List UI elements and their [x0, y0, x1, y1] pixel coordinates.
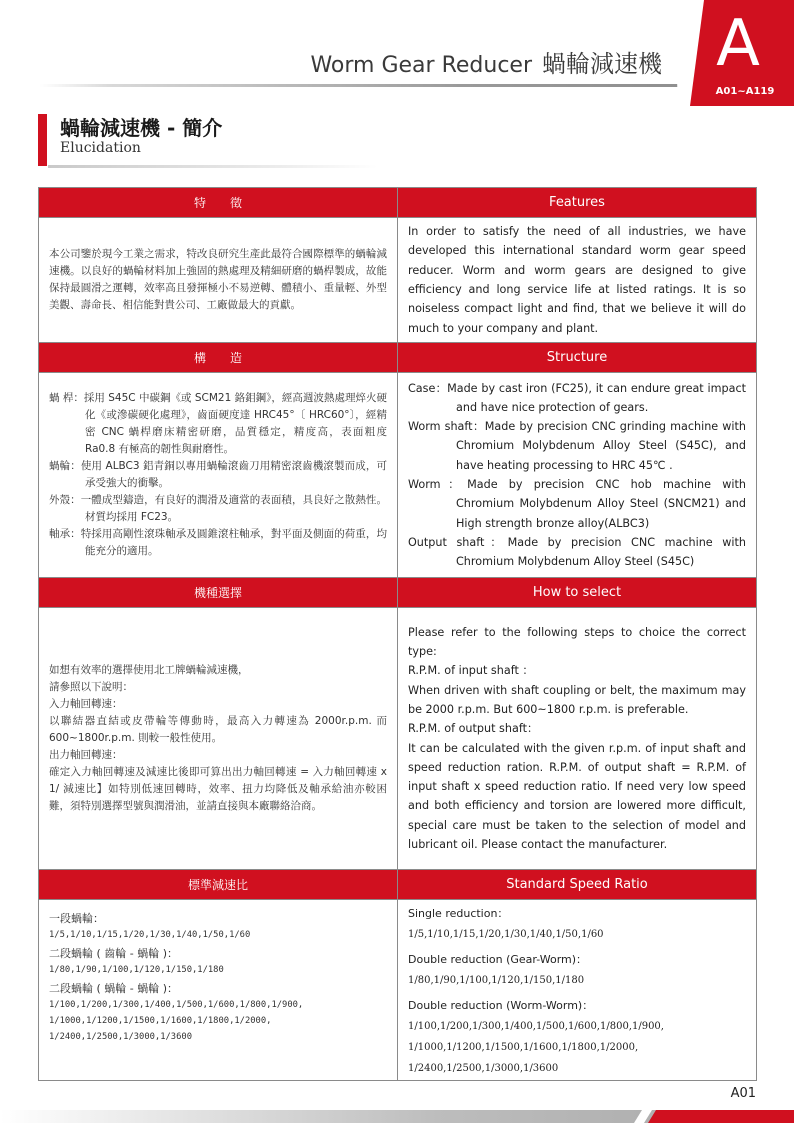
- select-line-zh: 以聯結器直結或皮帶輪等傳動時，最高入力轉速為 2000r.p.m. 而 600~1800r.p.m. 則較一般性使用。: [49, 715, 387, 744]
- structure-item-zh: 蝸 桿：採用 S45C 中碳鋼《或 SCM21 鉻鉬鋼》，經高週波熱處理焠火硬化《或滲碳硬化處理》，齒面硬度達 HRC45°〔 HRC60°〕，經精密 CNC 蝸桿磨床精密研磨，品質穩定，精度高，表面粗度 Ra0.8 有極高的韌性與耐磨性。: [49, 392, 387, 455]
- structure-item-en: Case：Made by cast iron (FC25), it can endure great impact and have nice protection of gears.: [408, 381, 746, 414]
- features-header-row: [39, 188, 757, 218]
- ratio-label-zh: 二段蝸輪 ( 齒輪 - 蝸輪 )：: [49, 947, 179, 960]
- ratio-header-zh: 標準減速比: [39, 870, 398, 900]
- structure-item-zh: 軸承：特採用高剛性滾珠軸承及圓錐滾柱軸承，對平面及側面的荷重，均能充分的適用。: [49, 528, 387, 557]
- select-body-zh: [39, 608, 398, 870]
- features-header-zh: 特 徵: [39, 188, 398, 218]
- select-line-zh: 如想有效率的選擇使用北工牌蝸輪減速機，: [49, 664, 249, 676]
- ratio-label-en: Single reduction：: [408, 907, 509, 920]
- footer-accent: [634, 1110, 794, 1123]
- select-line-en: R.P.M. of output shaft：: [408, 722, 539, 736]
- section-accent-bar: [38, 114, 47, 166]
- select-line-en: R.P.M. of input shaft ：: [408, 664, 534, 678]
- ratio-values-zh: 1/2400,1/2500,1/3000,1/3600: [49, 1032, 192, 1042]
- features-header-en: Features: [398, 188, 757, 218]
- select-line-zh: 確定入力軸回轉速及減速比後即可算出出力軸回轉速 = 入力軸回轉速 x 1/ 減速比】如特別低速回轉時，效率、扭力均降低及軸承給油亦較困難，須特別選擇型號與潤滑油，並請直接與本廠聯絡洽商。: [49, 766, 387, 812]
- ratio-header-row: [39, 870, 757, 900]
- structure-item-zh: 蝸輪：使用 ALBC3 鋁青銅以專用蝸輪滾齒刀用精密滾齒機滾製而成，可承受強大的衝擊。: [49, 460, 387, 489]
- select-body-row: [39, 608, 757, 870]
- ratio-label-en: Double reduction (Gear-Worm)：: [408, 953, 588, 966]
- structure-item-en: Worm：Made by precision CNC hob machine with Chromium Molybdenum Alloy Steel (SNCM21) and High strength bronze alloy(ALBC3): [408, 478, 746, 530]
- ratio-values-en: 1/5,1/10,1/15,1/20,1/30,1/40,1/50,1/60: [408, 929, 604, 940]
- header-rule: [40, 84, 740, 87]
- structure-body-row: [39, 373, 757, 578]
- structure-item-en: Worm shaft：Made by precision CNC grinding machine with Chromium Molybdenum Alloy Steel (S45C), and have heating processing to HRC 45℃ .: [408, 420, 746, 472]
- ratio-values-zh: 1/5,1/10,1/15,1/20,1/30,1/40,1/50,1/60: [49, 930, 251, 940]
- section-title-en: Elucidation: [60, 140, 141, 156]
- structure-item-en: Output shaft：Made by precision CNC machine with Chromium Molybdenum Alloy Steel (S45C): [408, 535, 746, 569]
- title-en: Worm Gear Reducer: [310, 53, 532, 78]
- features-body-row: [39, 218, 757, 343]
- chapter-range: A01~A119: [715, 86, 775, 97]
- ratio-values-zh: 1/80,1/90,1/100,1/120,1/150,1/180: [49, 965, 224, 975]
- select-line-zh: 入力軸回轉速：: [49, 698, 123, 710]
- features-body-en: In order to satisfy the need of all industries, we have developed this international standard worm gear speed reducer. Worm and worm gears are designed to give efficiency and long service life at listed ratings. It is so noiseless compact light and find, that we believe it will do much to your company and plant.: [398, 218, 757, 343]
- structure-body-zh: [39, 373, 398, 578]
- select-line-en: Please refer to the following steps to choice the correct type:: [408, 625, 746, 659]
- select-line-zh: 出力軸回轉速：: [49, 749, 123, 761]
- title-zh: 蝸輪減速機: [542, 50, 662, 78]
- structure-item-zh: 外殼：一體成型鑄造，有良好的潤滑及適當的表面積，具良好之散熱性。材質均採用 FC23。: [49, 494, 387, 523]
- features-body-zh: 本公司鑒於現今工業之需求，特改良研究生產此最符合國際標準的蝸輪減速機。以良好的蝸輪材料加上強固的熱處理及精細研磨的蝸桿製成，故能保持最圓滑之運轉，效率高且發揮極小不易逆轉、體積小、重量輕、外型美觀、壽命長、相信能對貴公司、工廠做最大的貢獻。: [39, 218, 398, 343]
- ratio-header-en: Standard Speed Ratio: [398, 870, 757, 900]
- ratio-body-zh: [39, 900, 398, 1081]
- structure-header-zh: 構 造: [39, 343, 398, 373]
- ratio-values-zh: 1/1000,1/1200,1/1500,1/1600,1/1800,1/2000,: [49, 1016, 272, 1026]
- select-header-row: [39, 578, 757, 608]
- select-body-en: [398, 608, 757, 870]
- ratio-values-zh: 1/100,1/200,1/300,1/400,1/500,1/600,1/800,1/900,: [49, 1000, 304, 1010]
- ratio-label-en: Double reduction (Worm-Worm)：: [408, 999, 594, 1012]
- section-title-zh: 蝸輪減速機 - 簡介: [60, 116, 223, 140]
- chapter-letter: A: [716, 7, 760, 81]
- ratio-values-en: 1/1000,1/1200,1/1500,1/1600,1/1800,1/2000,: [408, 1042, 639, 1053]
- structure-body-en: [398, 373, 757, 578]
- select-header-en: How to select: [398, 578, 757, 608]
- ratio-label-zh: 一段蝸輪：: [49, 912, 104, 925]
- ratio-body-en: [398, 900, 757, 1081]
- structure-header-row: [39, 343, 757, 373]
- ratio-values-en: 1/2400,1/2500,1/3000,1/3600: [408, 1063, 559, 1074]
- select-line-zh: 請參照以下說明：: [49, 681, 133, 693]
- page-number: A01: [730, 1086, 756, 1101]
- page-title: [310, 44, 662, 79]
- select-header-zh: 機種選擇: [39, 578, 398, 608]
- spec-table: [38, 187, 757, 1081]
- structure-header-en: Structure: [398, 343, 757, 373]
- ratio-values-en: 1/80,1/90,1/100,1/120,1/150,1/180: [408, 975, 585, 986]
- ratio-values-en: 1/100,1/200,1/300,1/400,1/500,1/600,1/800,1/900,: [408, 1021, 664, 1032]
- section-underline: [48, 165, 378, 168]
- ratio-body-row: [39, 900, 757, 1081]
- select-line-en: When driven with shaft coupling or belt, the maximum may be 2000 r.p.m. But 600~1800 r.p.m. is preferable.: [408, 683, 746, 716]
- ratio-label-zh: 二段蝸輪 ( 蝸輪 - 蝸輪 )：: [49, 982, 179, 995]
- select-line-en: It can be calculated with the given r.p.m. of input shaft and speed reduction ration. R.P.M. of output shaft = R.P.M. of input shaft x speed reduction ratio. If need very low speed and both efficiency and torsion are lowered more difficult, special care must be taken to the selection of model and lubricant oil. Please contact the manufacturer.: [408, 741, 746, 851]
